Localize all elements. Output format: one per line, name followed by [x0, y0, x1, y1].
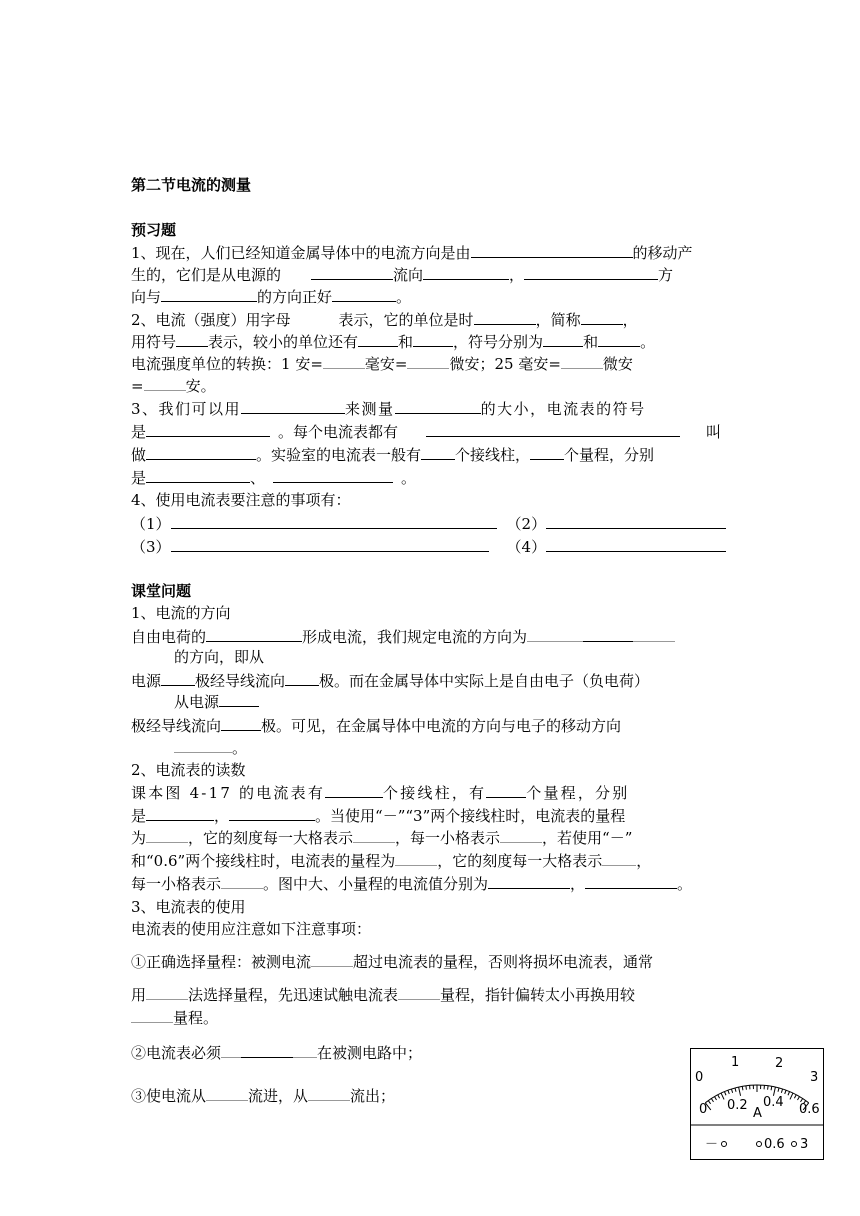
classroom-line: 自由电荷的 形成电流，我们规定电流的方向为: [131, 625, 675, 648]
classroom-line: 的方向，即从: [174, 648, 265, 666]
classroom-line: 。: [174, 736, 247, 759]
bottom-tick-label: 0: [699, 1102, 708, 1117]
classroom-line: 为 ，它的刻度每一大格表示 ，每一小格表示 ，若使用“－”: [131, 826, 632, 849]
scale-tick: [785, 1090, 786, 1094]
preview-line: 是 。每个电流表都有 叫: [131, 420, 721, 443]
scale-tick: [797, 1097, 799, 1100]
scale-tick: [711, 1098, 713, 1101]
preview-line: 做 。实验室的电流表一般有 个接线柱， 个量程，分别: [131, 443, 654, 466]
classroom-heading: 课堂问题: [131, 582, 192, 600]
preview-heading: 预习题: [131, 221, 177, 239]
classroom-line: 每一小格表示 。图中大、小量程的电流值分别为 ， 。: [131, 872, 692, 895]
preview-line: 是 、 。: [131, 466, 416, 489]
scale-tick: [778, 1088, 779, 1092]
scale-tick: [728, 1090, 729, 1094]
classroom-line: ③使电流从 流进，从 流出；: [131, 1084, 395, 1107]
preview-line: （3） （4）: [131, 535, 726, 558]
bottom-tick-label: 0.4: [763, 1095, 784, 1110]
top-tick-label: 3: [810, 1070, 819, 1085]
scale-tick: [790, 1093, 793, 1099]
terminal-label: －: [705, 1137, 719, 1152]
classroom-line: 2、电流表的读数: [131, 761, 246, 779]
classroom-line: 电源 极经导线流向 极。而在金属导体中实际上是自由电子（负电荷）: [131, 669, 649, 692]
top-tick-label: 0: [695, 1070, 704, 1085]
scale-tick: [771, 1086, 772, 1090]
scale-tick: [731, 1089, 732, 1093]
classroom-line: 3、电流表的使用: [131, 898, 246, 916]
preview-line: 2、电流（强度）用字母 表示，它的单位是时 ，简称 ，: [131, 308, 638, 331]
classroom-line: 极经导线流向 极。可见，在金属导体中电流的方向与电子的移动方向: [131, 714, 621, 737]
classroom-line: 1、电流的方向: [131, 604, 231, 622]
bottom-tick-label: 0.6: [799, 1102, 820, 1117]
scale-tick: [724, 1092, 726, 1096]
classroom-line: ①正确选择量程：被测电流 超过电流表的量程，否则将损坏电流表，通常: [131, 950, 653, 973]
terminal-icon: [792, 1142, 797, 1147]
unit-label: A: [753, 1106, 762, 1121]
classroom-line: 量程。: [131, 1006, 218, 1029]
ammeter-figure: [690, 1048, 824, 1160]
scale-tick: [742, 1086, 743, 1090]
classroom-line: 是 ， 。当使用“－”“3”两个接线柱时，电流表的量程: [131, 804, 625, 827]
ammeter-dial-icon: [691, 1049, 823, 1159]
terminal-label: 0.6: [764, 1137, 785, 1152]
preview-line: 1、现在，人们已经知道金属导体中的电流方向是由 的移动产: [131, 241, 693, 264]
scale-tick: [721, 1093, 724, 1099]
classroom-line: ②电流表必须 在被测电路中；: [131, 1041, 422, 1064]
scale-tick: [794, 1095, 796, 1099]
preview-line: 3、我们可以用 来测量 的大小，电流表的符号: [131, 397, 646, 420]
terminal-label: 3: [800, 1137, 809, 1152]
terminal-icon: [757, 1142, 762, 1147]
scale-tick: [781, 1089, 782, 1093]
top-tick-label: 2: [775, 1056, 784, 1071]
scale-tick: [735, 1088, 736, 1092]
top-tick-label: 1: [731, 1055, 740, 1070]
preview-line: 生的，它们是从电源的 流向 ， 方: [131, 263, 673, 286]
classroom-line: 课本图 4-17 的电流表有 个接线柱，有 个量程，分别: [131, 781, 629, 804]
classroom-line: 电流表的使用应注意如下注意事项：: [131, 920, 372, 938]
scale-tick: [746, 1086, 747, 1090]
classroom-line: 用 法选择量程，先迅速试触电流表 量程，指针偏转太小再换用较: [131, 983, 635, 1006]
preview-line: 向与 的方向正好 。: [131, 285, 411, 308]
page-title: 第二节电流的测量: [131, 176, 252, 194]
classroom-line: 和“0.6”两个接线柱时，电流表的量程为 ，它的刻度每一大格表示 ，: [131, 849, 651, 872]
scale-tick: [708, 1101, 710, 1104]
scale-tick: [788, 1092, 790, 1096]
preview-line: = 安。: [131, 374, 216, 397]
preview-line: 用符号 表示，较小的单位还有 和 ，符号分别为 和 。: [131, 330, 655, 353]
scale-tick: [768, 1086, 769, 1090]
classroom-line: 从电源: [174, 690, 259, 713]
terminal-icon: [722, 1142, 727, 1147]
preview-line: （1） （2）: [131, 512, 726, 535]
scale-tick: [718, 1095, 720, 1099]
bottom-tick-label: 0.2: [727, 1098, 748, 1113]
scale-tick: [714, 1097, 716, 1100]
scale-tick: [739, 1087, 741, 1096]
preview-line: 电流强度单位的转换：1 安= 毫安= 微安；25 毫安= 微安: [131, 352, 633, 375]
blank: [471, 241, 633, 258]
preview-line: 4、使用电流表要注意的事项有：: [131, 491, 351, 509]
